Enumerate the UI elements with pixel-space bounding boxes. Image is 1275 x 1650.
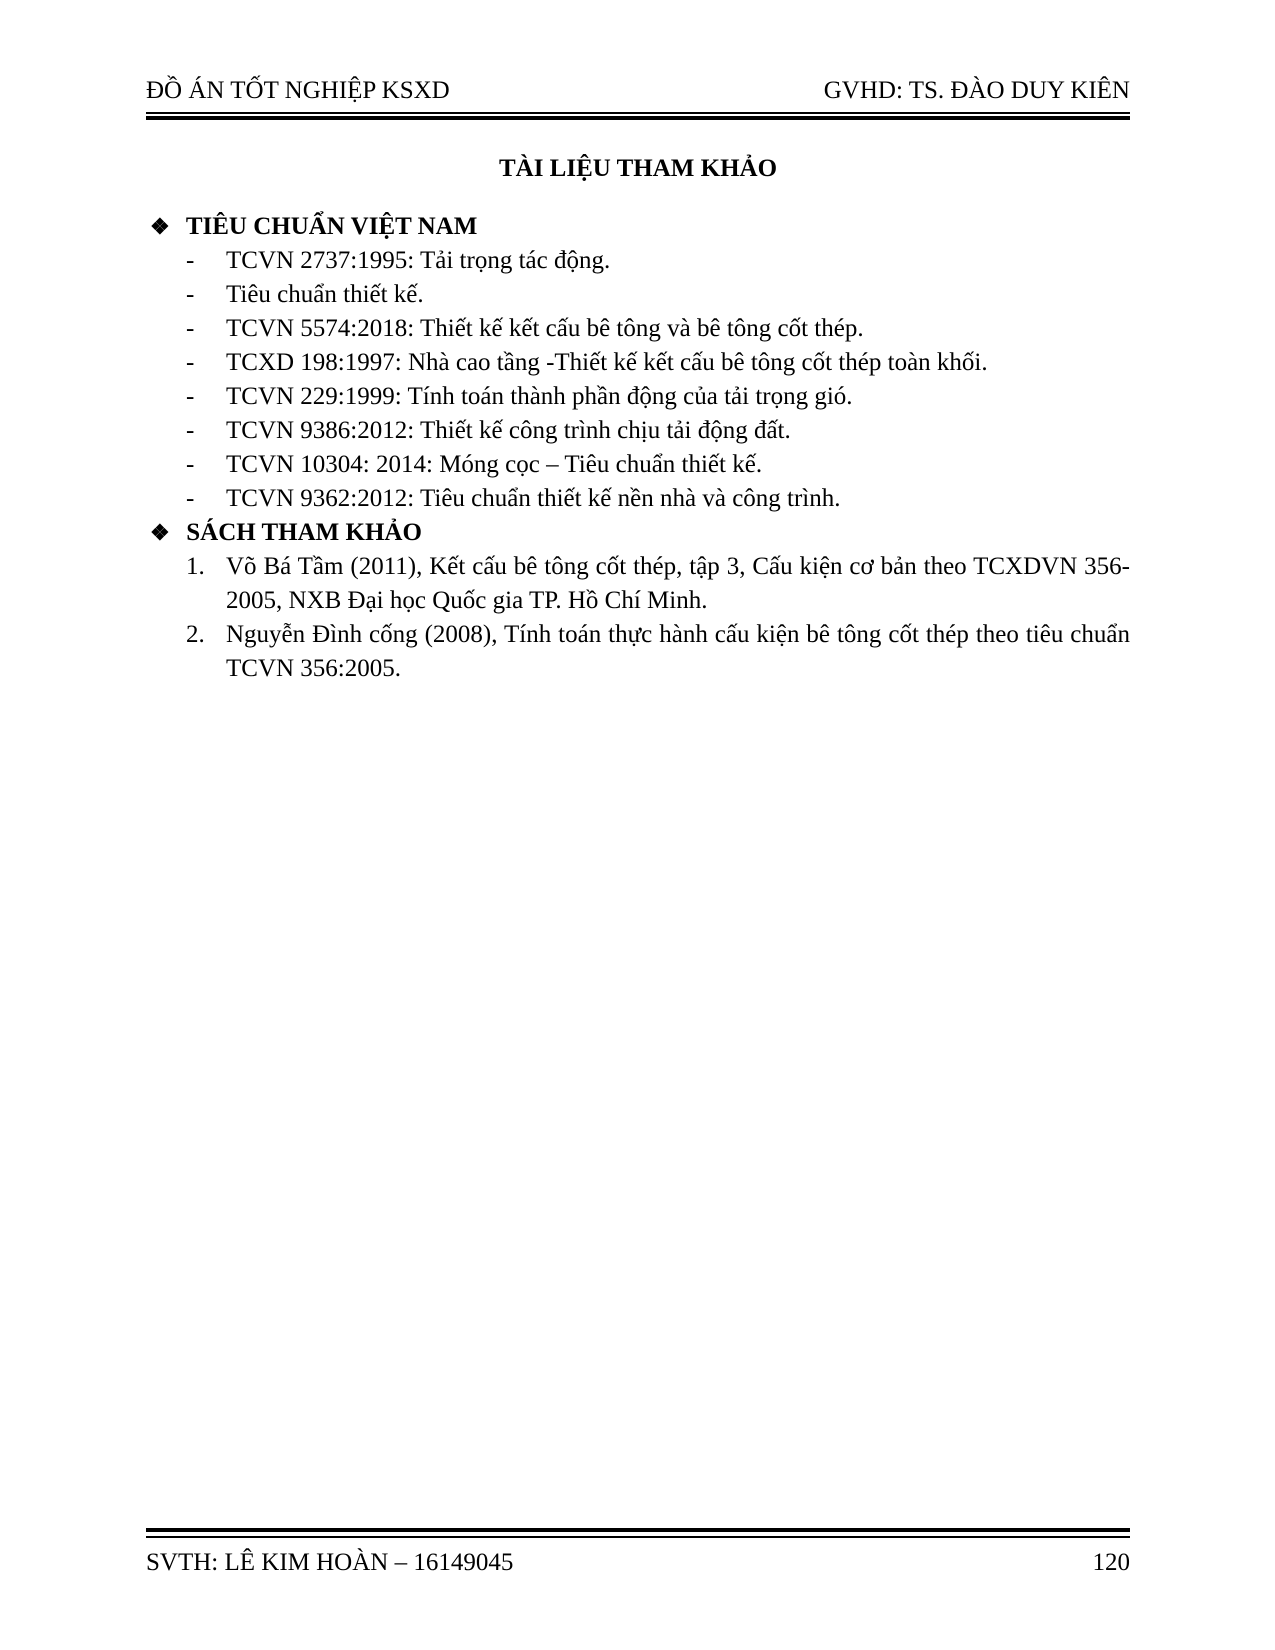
list-item-text: TCVN 229:1999: Tính toán thành phần động của tải trọng gió. xyxy=(226,383,853,410)
list-item-text: TCVN 5574:2018: Thiết kế kết cấu bê tông và bê tông cốt thép. xyxy=(226,315,864,342)
list-item-text: TCVN 9386:2012: Thiết kế công trình chịu tải động đất. xyxy=(226,417,791,444)
list-item-text: TCXD 198:1997: Nhà cao tầng -Thiết kế kết cấu bê tông cốt thép toàn khối. xyxy=(226,349,988,376)
list-item xyxy=(186,448,1130,482)
list-item xyxy=(186,312,1130,346)
list-item xyxy=(186,244,1130,278)
number-marker: 2. xyxy=(186,621,205,648)
list-item xyxy=(186,278,1130,312)
page-header xyxy=(146,74,1130,108)
list-item xyxy=(186,380,1130,414)
list-item xyxy=(186,550,1130,618)
list-item-text: TCVN 2737:1995: Tải trọng tác động. xyxy=(226,247,611,274)
footer-rule-thin xyxy=(146,1536,1130,1538)
dash-marker: - xyxy=(186,315,195,342)
dash-marker: - xyxy=(186,451,195,478)
page-number: 120 xyxy=(1092,1549,1130,1576)
list-item-text: Võ Bá Tầm (2011), Kết cấu bê tông cốt thép, tập 3, Cấu kiện cơ bản theo TCXDVN 356-2005, NXB Đại học Quốc gia TP. Hồ Chí Minh. xyxy=(226,553,1130,614)
section-heading-text: TIÊU CHUẨN VIỆT NAM xyxy=(185,213,478,240)
dash-marker: - xyxy=(186,349,195,376)
list-item-text: Tiêu chuẩn thiết kế. xyxy=(226,281,424,308)
list-item-text: TCVN 9362:2012: Tiêu chuẩn thiết kế nền nhà và công trình. xyxy=(226,485,841,512)
list-item-text: TCVN 10304: 2014: Móng cọc – Tiêu chuẩn thiết kế. xyxy=(226,451,763,478)
footer-rule-thick xyxy=(146,1528,1130,1532)
number-marker: 1. xyxy=(186,553,205,580)
dash-marker: - xyxy=(186,417,195,444)
diamond-bullet-icon: ❖ xyxy=(150,520,170,545)
footer-student: SVTH: LÊ KIM HOÀN – 16149045 xyxy=(146,1549,514,1576)
dash-marker: - xyxy=(186,247,195,274)
list-item xyxy=(186,482,1130,516)
diamond-bullet-icon: ❖ xyxy=(150,214,170,239)
dash-marker: - xyxy=(186,485,195,512)
page-title: TÀI LIỆU THAM KHẢO xyxy=(498,155,778,182)
header-rule-thin xyxy=(146,112,1130,114)
page-footer xyxy=(146,1546,1130,1580)
section-heading-standards xyxy=(150,210,477,244)
header-supervisor: GVHD: TS. ĐÀO DUY KIÊN xyxy=(823,77,1130,104)
list-item xyxy=(186,346,1130,380)
section-heading-books xyxy=(150,516,422,550)
standards-list xyxy=(186,244,1130,516)
list-item xyxy=(186,414,1130,448)
section-heading-text: SÁCH THAM KHẢO xyxy=(186,519,422,546)
list-item-text: Nguyễn Đình cống (2008), Tính toán thực hành cấu kiện bê tông cốt thép theo tiêu chuẩn TCVN 356:2005. xyxy=(226,621,1130,682)
header-rule-thick xyxy=(146,116,1130,120)
list-item xyxy=(186,618,1130,686)
header-project-title: ĐỒ ÁN TỐT NGHIỆP KSXD xyxy=(146,77,450,104)
dash-marker: - xyxy=(186,281,195,308)
dash-marker: - xyxy=(186,383,195,410)
books-list xyxy=(186,550,1130,686)
